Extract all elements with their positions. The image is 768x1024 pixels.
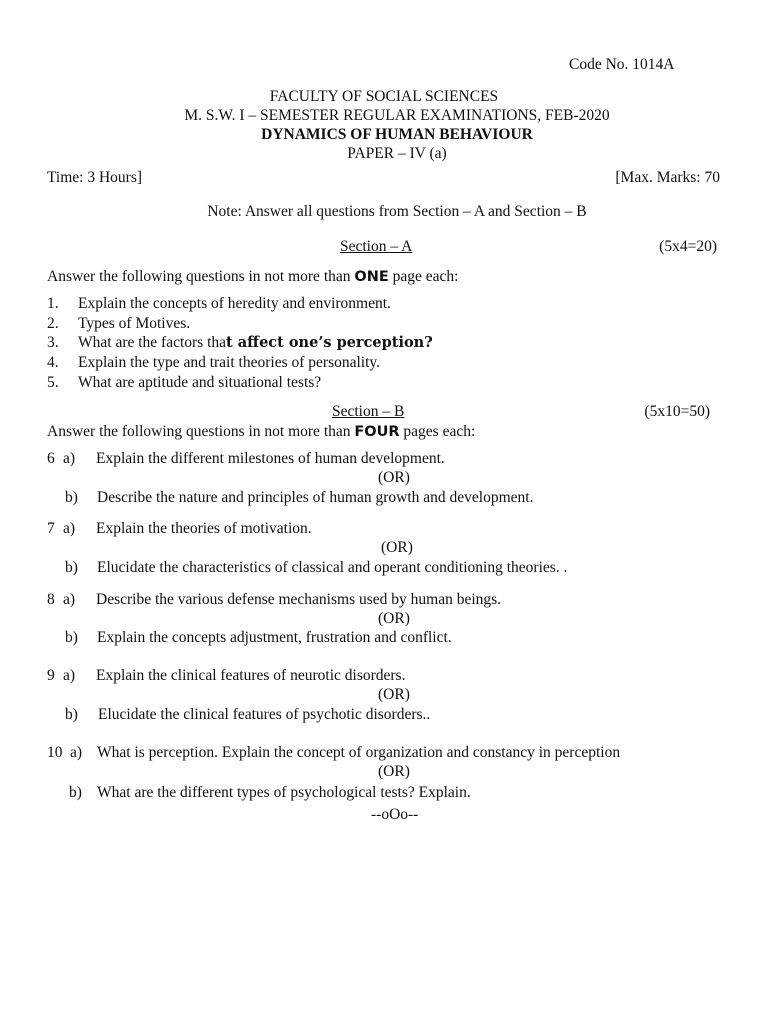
option-b-text: Explain the concepts adjustment, frustration and conflict.: [97, 629, 452, 646]
question-number: 10: [47, 744, 63, 761]
option-label: a): [63, 520, 76, 537]
question-number: 5.: [47, 374, 59, 391]
question-number: 7: [47, 520, 55, 537]
paper-title: PAPER – IV (a): [347, 145, 447, 162]
or-separator: (OR): [378, 763, 410, 780]
question-text-plain: What are the factors tha: [78, 334, 227, 351]
or-separator: (OR): [381, 539, 413, 556]
option-label: b): [65, 559, 78, 576]
section-a-title: Section – A: [340, 238, 413, 255]
or-separator: (OR): [378, 610, 410, 627]
question-text: What are aptitude and situational tests?: [78, 374, 322, 391]
faculty-title: FACULTY OF SOCIAL SCIENCES: [269, 88, 499, 105]
option-b-text: Elucidate the clinical features of psychotic disorders..: [98, 706, 431, 723]
section-a-instruction: [47, 268, 458, 286]
option-label: a): [63, 450, 76, 467]
exam-title: M. S.W. I – SEMESTER REGULAR EXAMINATIONS, FEB-2020: [184, 107, 610, 124]
question-number: 3.: [47, 334, 59, 351]
question-number: 1.: [47, 295, 59, 312]
instruction-text: page each:: [388, 268, 459, 285]
or-separator: (OR): [378, 686, 410, 703]
question-text: Explain the concepts of heredity and environment.: [78, 295, 391, 312]
option-label: b): [65, 706, 78, 723]
option-label: b): [65, 629, 78, 646]
question-number: 2.: [47, 315, 59, 332]
question-text: Explain the type and trait theories of personality.: [78, 354, 381, 371]
option-label: a): [63, 667, 76, 684]
option-label: b): [65, 489, 78, 506]
option-a-text: Describe the various defense mechanisms used by human beings.: [96, 591, 502, 608]
code-number: Code No. 1014A: [569, 56, 675, 73]
subject-title: DYNAMICS OF HUMAN BEHAVIOUR: [261, 126, 533, 143]
instruction-emphasis: FOUR: [354, 424, 400, 440]
option-a-text: Explain the different milestones of human development.: [96, 450, 445, 467]
section-b-marks: (5x10=50): [644, 403, 710, 420]
end-marker: --oOo--: [371, 806, 419, 823]
option-b-text: Elucidate the characteristics of classical and operant conditioning theories. .: [97, 559, 568, 576]
time-label: Time: 3 Hours]: [47, 169, 143, 186]
section-b-instruction: [47, 423, 475, 441]
option-b-text: Describe the nature and principles of human growth and development.: [97, 489, 534, 506]
section-b-title: Section – B: [332, 403, 405, 420]
option-a-text: What is perception. Explain the concept of organization and constancy in perception: [97, 744, 621, 761]
or-separator: (OR): [378, 469, 410, 486]
instruction-text: pages each:: [399, 423, 476, 440]
option-label: a): [70, 744, 83, 761]
option-b-text: What are the different types of psychological tests? Explain.: [97, 784, 471, 801]
question-text-emphasis: t affect one’s perception?: [226, 334, 433, 351]
question-text: Types of Motives.: [78, 315, 191, 332]
question-number: 9: [47, 667, 55, 684]
section-a-marks: (5x4=20): [659, 238, 717, 255]
instruction-text: Answer the following questions in not more than: [47, 268, 355, 285]
max-marks-label: [Max. Marks: 70: [615, 169, 720, 186]
option-label: b): [69, 784, 82, 801]
instruction-emphasis: ONE: [354, 269, 389, 285]
note-text: Note: Answer all questions from Section – A and Section – B: [207, 203, 587, 220]
option-a-text: Explain the clinical features of neurotic disorders.: [96, 667, 406, 684]
instruction-text: Answer the following questions in not more than: [47, 423, 355, 440]
option-a-text: Explain the theories of motivation.: [96, 520, 312, 537]
question-number: 6: [47, 450, 55, 467]
option-label: a): [63, 591, 76, 608]
question-text: [78, 334, 433, 352]
question-number: 4.: [47, 354, 59, 371]
question-number: 8: [47, 591, 55, 608]
